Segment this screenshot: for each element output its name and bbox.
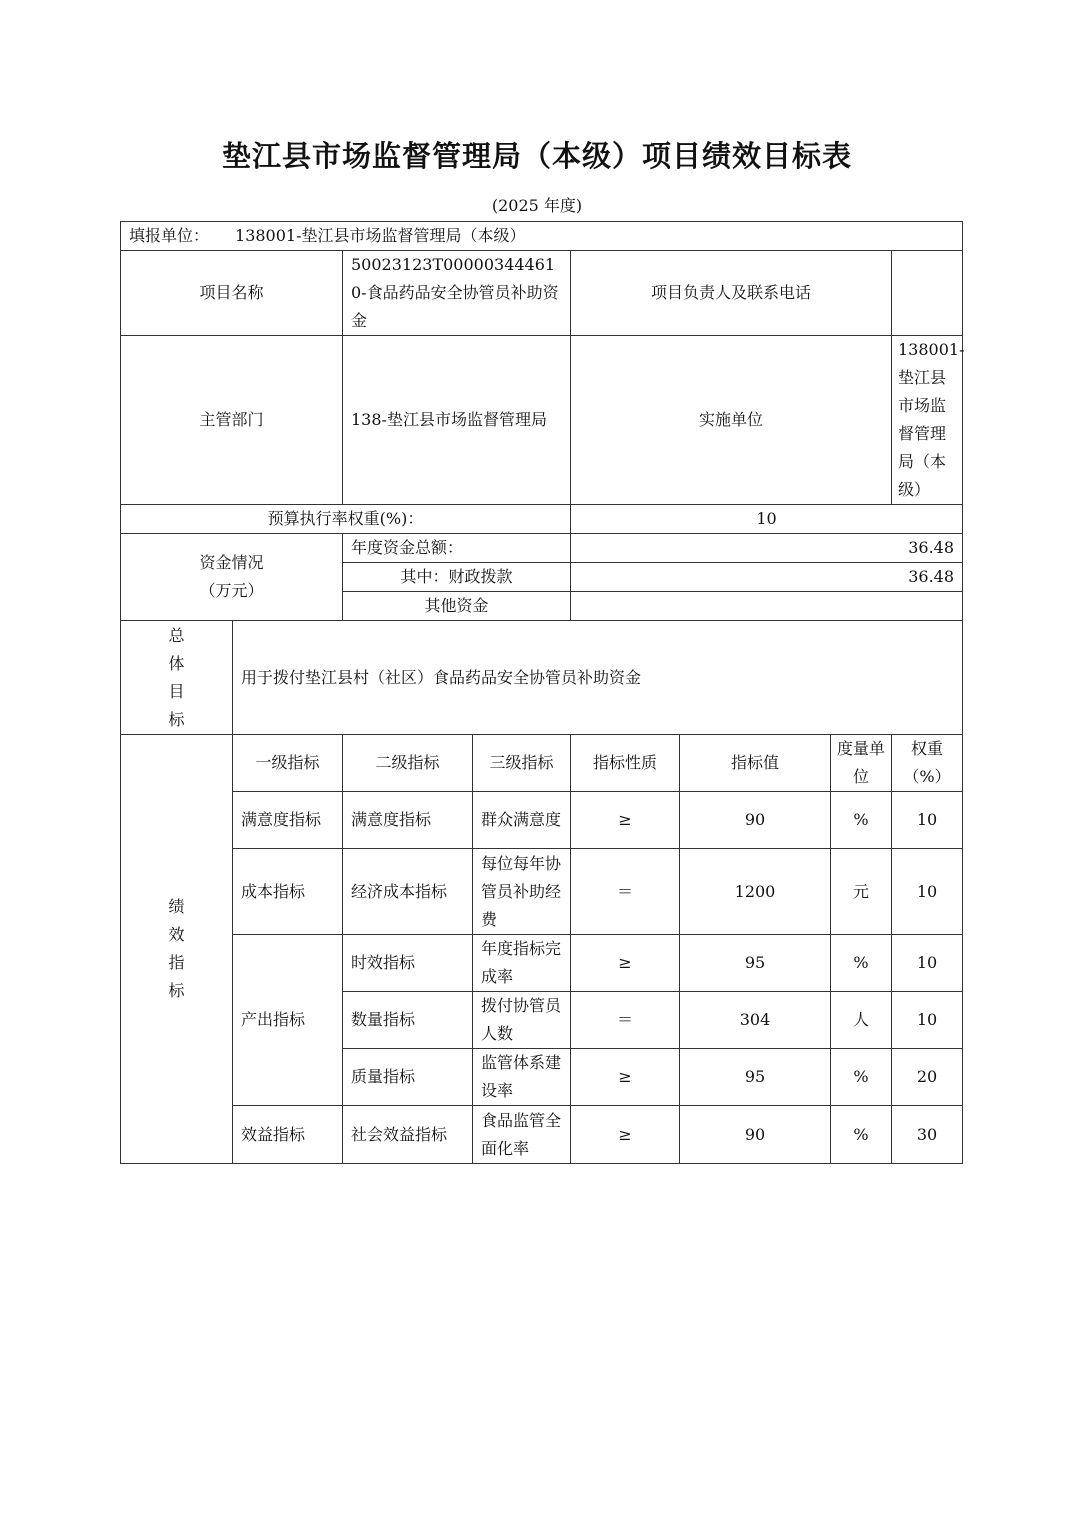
indicators-label-char: 标	[168, 981, 185, 1000]
indicators-label-char: 绩	[168, 897, 185, 916]
indicator-unit: %	[831, 1049, 892, 1106]
indicator-level1: 产出指标	[233, 935, 343, 1106]
budget-weight-row	[121, 505, 963, 534]
header-level1: 一级指标	[233, 735, 343, 792]
project-owner-label: 项目负责人及联系电话	[571, 251, 892, 336]
indicator-level3: 年度指标完成率	[473, 935, 571, 992]
indicator-nature: ≥	[571, 1106, 680, 1164]
indicator-weight: 10	[892, 992, 963, 1049]
indicator-weight: 10	[892, 792, 963, 849]
indicator-level2: 质量指标	[343, 1049, 473, 1106]
fill-unit-label: 填报单位：	[129, 226, 210, 245]
funds-label-line2: （万元）	[199, 581, 264, 600]
indicators-label	[121, 735, 233, 1164]
dept-label: 主管部门	[121, 336, 343, 505]
performance-table	[120, 221, 963, 1164]
indicator-value: 90	[680, 1106, 831, 1164]
project-name-label: 项目名称	[121, 251, 343, 336]
header-level2: 二级指标	[343, 735, 473, 792]
report-year: (2025 年度)	[491, 196, 583, 215]
funds-other-label: 其他资金	[343, 592, 571, 621]
indicator-level2: 时效指标	[343, 935, 473, 992]
indicator-row	[121, 792, 963, 849]
indicator-nature: ＝	[571, 992, 680, 1049]
header-nature: 指标性质	[571, 735, 680, 792]
page-title: 垫江县市场监督管理局（本级）项目绩效目标表	[221, 139, 852, 173]
indicators-label-char: 指	[168, 953, 185, 972]
indicator-level2: 数量指标	[343, 992, 473, 1049]
indicator-row	[121, 849, 963, 935]
indicator-value: 304	[680, 992, 831, 1049]
goal-label-char: 体	[168, 653, 185, 673]
indicator-header-row	[121, 735, 963, 792]
indicator-value: 95	[680, 1049, 831, 1106]
indicator-nature: ≥	[571, 1049, 680, 1106]
indicator-weight: 30	[892, 1106, 963, 1164]
indicator-value: 95	[680, 935, 831, 992]
impl-label: 实施单位	[571, 336, 892, 505]
funds-fiscal-label: 其中：财政拨款	[343, 563, 571, 592]
indicator-unit: 人	[831, 992, 892, 1049]
funds-other-value	[571, 592, 963, 621]
indicator-weight: 20	[892, 1049, 963, 1106]
department-row	[121, 336, 963, 505]
indicator-unit: 元	[831, 849, 892, 935]
indicator-nature: ≥	[571, 935, 680, 992]
indicator-unit: %	[831, 935, 892, 992]
indicator-value: 90	[680, 792, 831, 849]
indicator-level3: 食品监管全面化率	[473, 1106, 571, 1164]
indicator-row	[121, 935, 963, 992]
project-owner-value	[892, 251, 963, 336]
funds-label	[121, 534, 343, 621]
indicator-value: 1200	[680, 849, 831, 935]
indicator-level2: 经济成本指标	[343, 849, 473, 935]
fill-unit-row	[121, 222, 963, 251]
goal-label-char: 标	[168, 709, 185, 729]
indicator-level2: 满意度指标	[343, 792, 473, 849]
goal-label-char: 总	[168, 625, 185, 645]
goal-label-char: 目	[168, 681, 185, 701]
indicator-weight: 10	[892, 935, 963, 992]
indicator-level1: 成本指标	[233, 849, 343, 935]
funds-label-line1: 资金情况	[199, 553, 264, 572]
goal-text: 用于拨付垫江县村（社区）食品药品安全协管员补助资金	[233, 621, 963, 735]
indicator-nature: ≥	[571, 792, 680, 849]
indicator-level3: 拨付协管员人数	[473, 992, 571, 1049]
indicator-level3: 群众满意度	[473, 792, 571, 849]
project-name-value: 50023123T000003444610-食品药品安全协管员补助资金	[343, 251, 571, 336]
dept-value: 138-垫江县市场监督管理局	[343, 336, 571, 505]
impl-value: 138001-垫江县市场监督管理局（本级）	[892, 336, 963, 505]
indicators-label-char: 效	[168, 925, 185, 944]
funds-total-value: 36.48	[571, 534, 963, 563]
goal-label	[121, 621, 233, 735]
goal-row	[121, 621, 963, 735]
indicator-weight: 10	[892, 849, 963, 935]
funds-total-row	[121, 534, 963, 563]
funds-total-label: 年度资金总额：	[343, 534, 571, 563]
budget-weight-label: 预算执行率权重(%)：	[121, 505, 571, 534]
indicator-level3: 每位每年协管员补助经费	[473, 849, 571, 935]
header-unit: 度量单位	[831, 735, 892, 792]
funds-fiscal-value: 36.48	[571, 563, 963, 592]
indicator-level3: 监管体系建设率	[473, 1049, 571, 1106]
indicator-nature: ＝	[571, 849, 680, 935]
fill-unit-cell	[121, 222, 963, 251]
header-level3: 三级指标	[473, 735, 571, 792]
budget-weight-value: 10	[571, 505, 963, 534]
indicator-unit: %	[831, 792, 892, 849]
indicator-level2: 社会效益指标	[343, 1106, 473, 1164]
indicator-row	[121, 1106, 963, 1164]
fill-unit-value: 138001-垫江县市场监督管理局（本级）	[235, 226, 526, 245]
header-weight: 权重（%）	[892, 735, 963, 792]
indicator-unit: %	[831, 1106, 892, 1164]
header-value: 指标值	[680, 735, 831, 792]
project-name-row	[121, 251, 963, 336]
indicator-level1: 效益指标	[233, 1106, 343, 1164]
indicator-level1: 满意度指标	[233, 792, 343, 849]
